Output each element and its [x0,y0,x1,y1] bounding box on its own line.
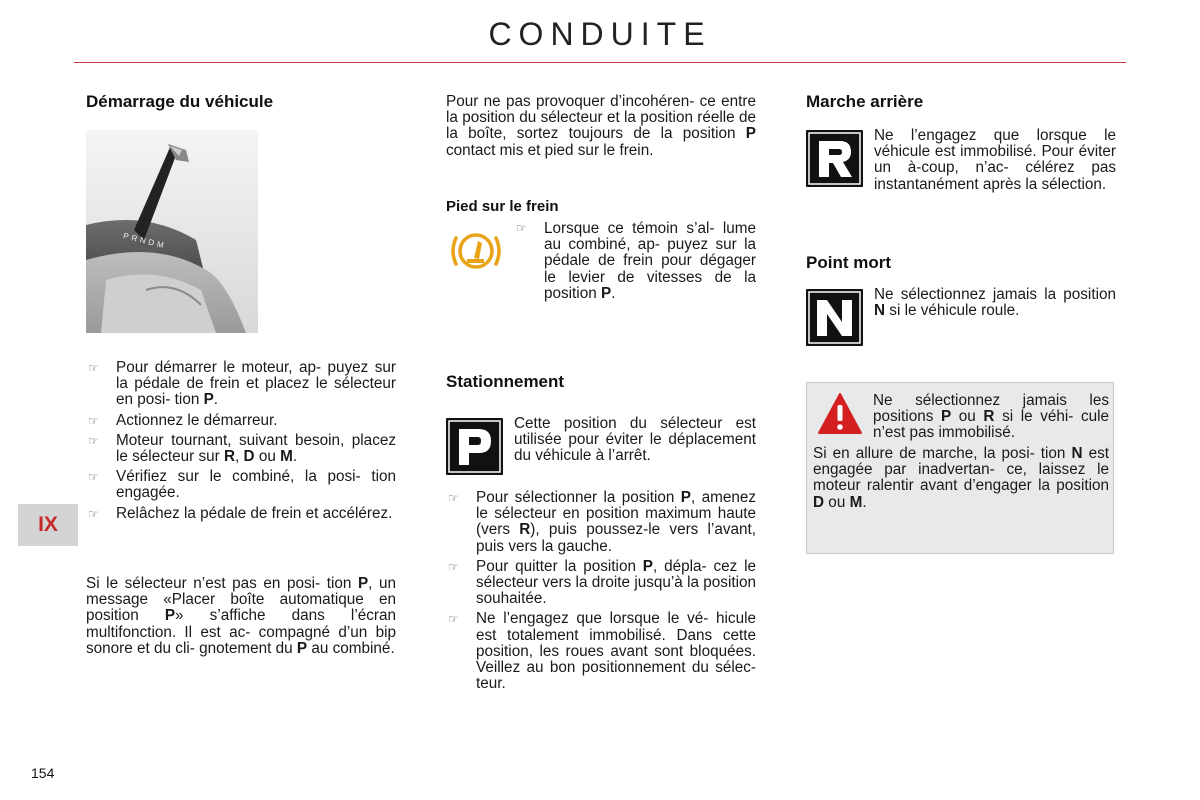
heading-neutral: Point mort [806,253,891,272]
heading-parking: Stationnement [446,372,565,391]
warning-text-bottom: Si en allure de marche, la posi- tion N est engagée par inadvertan- ce, laissez le moteur ralentir avant d’engager la position D ou M. [813,445,1110,511]
letter-p-icon [446,418,503,475]
intro-paragraph: Pour ne pas provoquer d’incohéren- ce entre la position du sélecteur et la position réelle de la boîte, sortez toujours de la position P contact mis et pied sur le frein. [446,93,756,159]
parking-description: Cette position du sélecteur est utilisée pour éviter le déplacement du véhicule à l’arrêt. [514,415,757,465]
page-number: 154 [31,765,55,781]
list-item: ☞ Vérifiez sur le combiné, la posi- tion engagée. [88,468,396,502]
list-item: ☞ Moteur tournant, suivant besoin, placez le sélecteur sur R, D ou M. [88,431,396,466]
list-item: ☞ Actionnez le démarreur. [88,411,278,429]
heading-starting: Démarrage du véhicule [86,92,274,111]
pointing-hand-icon: ☞ [88,361,99,375]
list-item: ☞ Ne l’engagez que lorsque le vé- hicule est totalement immobilisé. Dans cette position, les roues avant sont bloquées. Veillez au bon positionnement du sélec- teur. [448,610,757,693]
reverse-description: Ne l’engagez que lorsque le véhicule est immobilisé. Pour éviter un à-coup, n’ac- célérez pas instantanément après la sélection. [874,127,1116,193]
gear-lever-icon [86,130,258,333]
pointing-hand-icon: ☞ [448,559,459,574]
list-item: ☞ Pour sélectionner la position P, amenez le sélecteur en position maximum haute (vers R), puis poussez-le vers l’avant, puis vers la gauche. [448,489,757,555]
list-item: ☞ Pour quitter la position P, dépla- cez le sélecteur vers la droite jusqu’à la position souhaitée. [448,557,757,608]
pointing-hand-icon: ☞ [448,612,459,627]
letter-n-icon [806,289,863,346]
heading-reverse: Marche arrière [806,92,924,111]
list-item: ☞ Pour démarrer le moteur, ap- puyez sur la pédale de frein et placez le sélecteur en posi- tion P. [88,359,397,409]
list-item: ☞ Relâchez la pédale de frein et accélérez. [88,504,393,522]
header-divider [74,62,1126,63]
heading-brake: Pied sur le frein [446,198,559,215]
brake-note: ☞ Lorsque ce témoin s’al- lume au combiné, ap- puyez sur la pédale de frein pour dégager le levier de vitesses de la position P. [516,220,757,302]
page-title: CONDUITE [488,16,712,52]
warning-box [806,382,1114,554]
gear-position-labels: PRNDM [122,231,168,251]
pointing-hand-icon: ☞ [88,433,99,448]
gear-lever-illustration [86,130,258,333]
warning-triangle-icon [817,391,863,437]
neutral-description: Ne sélectionnez jamais la position N si le véhicule roule. [874,286,1116,320]
brake-pedal-warning-icon [448,228,504,274]
pointing-hand-icon: ☞ [88,470,99,485]
reverse-position-badge [806,130,863,187]
pointing-hand-icon: ☞ [88,506,99,521]
pointing-hand-icon: ☞ [88,413,99,428]
parking-steps-list [446,490,756,696]
warning-text-top: Ne sélectionnez jamais les positions P ou R si le véhi- cule n’est pas immobilisé. [873,392,1110,442]
neutral-position-badge [806,289,863,346]
starting-steps-list [86,360,396,526]
park-position-badge [446,418,503,475]
starting-note: Si le sélecteur n’est pas en posi- tion P, un message «Placer boîte automatique en position P» s’affiche dans l’écran multifonction. Il est ac- compagné d’un bip sonore et du cli- gnotement du P au combiné. [86,575,396,657]
pointing-hand-icon: ☞ [448,491,459,505]
chapter-tab: IX [18,504,78,546]
letter-r-icon [806,130,863,187]
pointing-hand-icon: ☞ [516,221,527,235]
